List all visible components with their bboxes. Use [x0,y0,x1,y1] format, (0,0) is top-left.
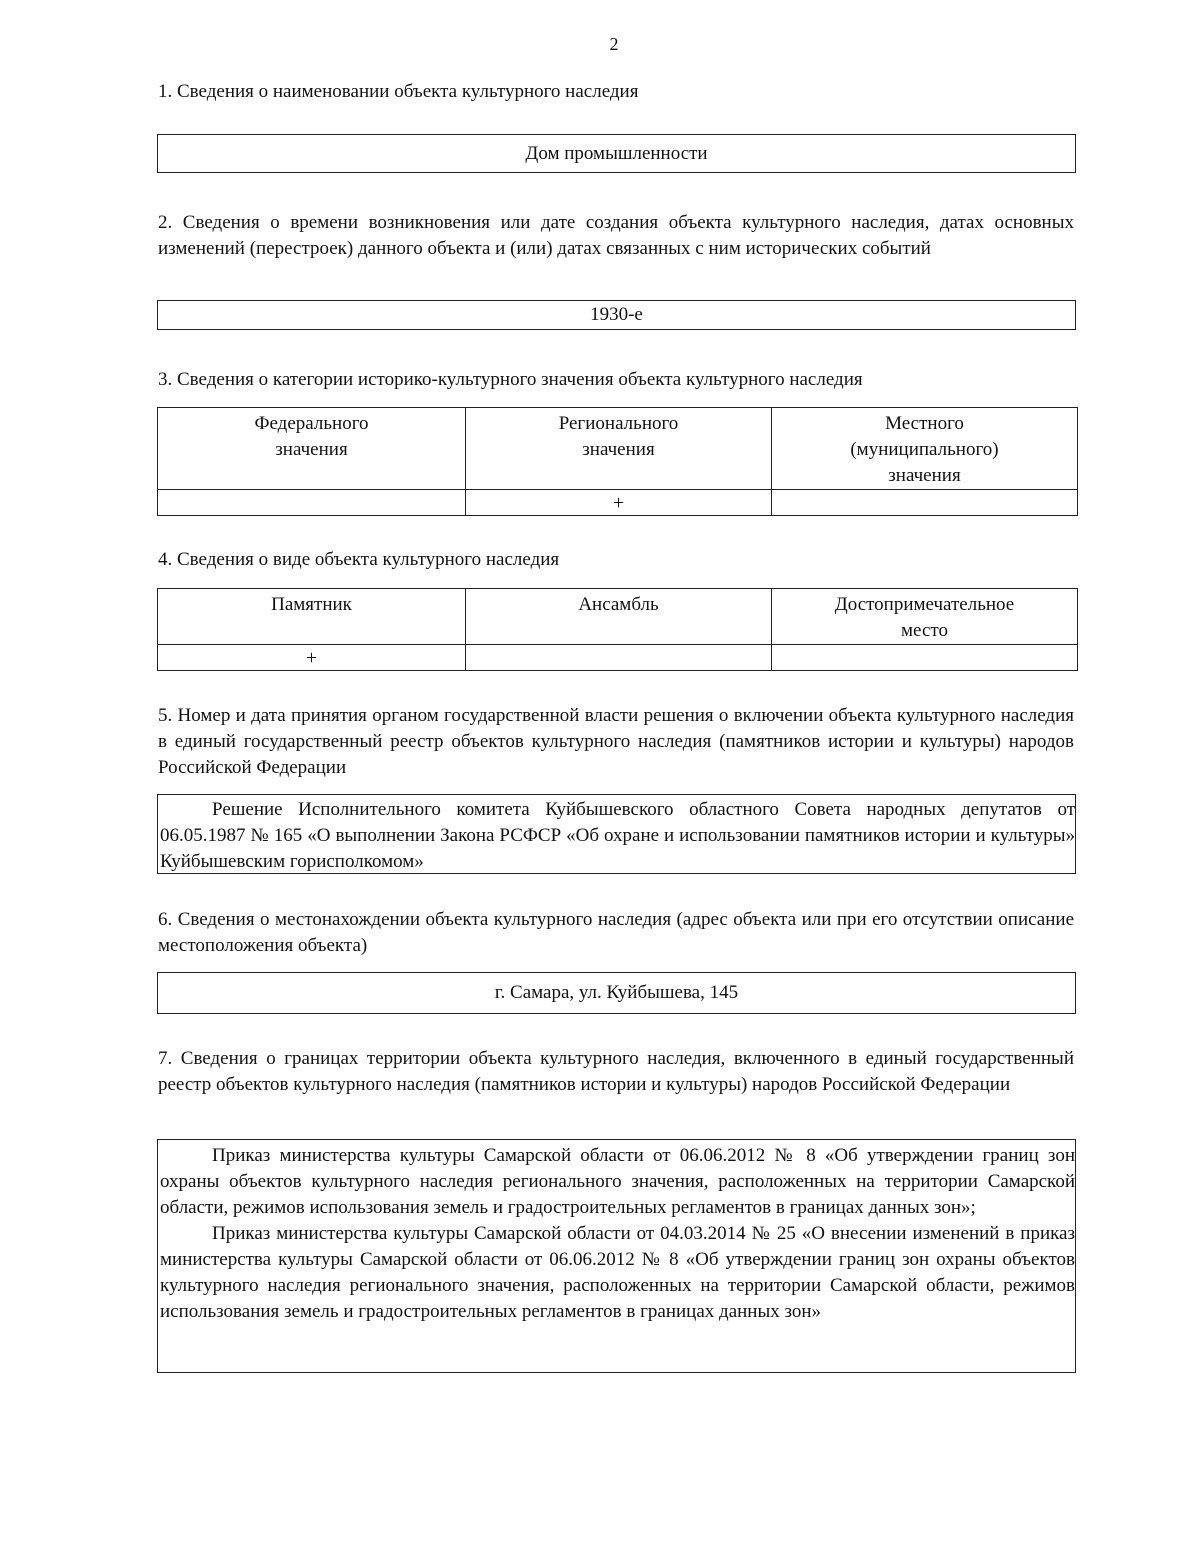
section-5-heading: 5. Номер и дата принятия органом государственной власти решения о включении объекта культурного наследия в единый государственный реестр объектов культурного наследия (памятников истории и культуры) народов Российской Федерации [158,705,1074,778]
category-federal-mark [158,490,466,516]
object-name-value: Дом промышленности [525,142,708,164]
location-value: г. Самара, ул. Куйбышева, 145 [494,982,739,1003]
kind-mark-row [158,645,1078,671]
category-header-row [158,408,1078,490]
creation-date-value: 1930-е [590,304,643,325]
location-box [157,972,1076,1014]
object-name-box [157,134,1076,173]
category-table [157,407,1078,516]
territory-boundaries-box [157,1139,1076,1373]
section-4-heading: 4. Сведения о виде объекта культурного наследия [158,549,560,570]
registry-decision-box [157,794,1076,874]
territory-order-1: Приказ министерства культуры Самарской области от 06.06.2012 № 8 «Об утверждении границ зон охраны объектов культурного наследия регионального значения, расположенных на территории Самарской области, режимов использования земель и градостроительных регламентов в границах данных зон»; [160,1145,1075,1218]
kind-monument-header: Памятник [158,589,466,645]
kind-landmark-header: Достопримечательное место [772,589,1078,645]
section-1-heading: 1. Сведения о наименовании объекта культурного наследия [158,81,639,102]
creation-date-box [157,300,1076,330]
kind-ensemble-header: Ансамбль [466,589,772,645]
category-federal-header: Федерального значения [158,408,466,490]
kind-landmark-mark [772,645,1078,671]
section-2-heading: 2. Сведения о времени возникновения или дате создания объекта культурного наследия, датах основных изменений (перестроек) данного объекта и (или) датах связанных с ним исторических событий [158,212,1074,259]
kind-header-row [158,589,1078,645]
category-local-header: Местного (муниципального) значения [772,408,1078,490]
page-number: 2 [609,34,619,54]
registry-decision-text: Решение Исполнительного комитета Куйбышевского областного Совета народных депутатов от 06.05.1987 № 165 «О выполнении Закона РСФСР «Об охране и использовании памятников истории и культуры» Куйбышевским горисполкомом» [160,799,1075,872]
category-regional-mark: + [466,490,772,516]
territory-order-2: Приказ министерства культуры Самарской области от 04.03.2014 № 25 «О внесении изменений в приказ министерства культуры Самарской области от 06.06.2012 № 8 «Об утверждении границ зон охраны объектов культурного наследия регионального значения, расположенных на территории Самарской области, режимов использования земель и градостроительных регламентов в границах данных зон» [160,1223,1075,1322]
section-6-heading: 6. Сведения о местонахождении объекта культурного наследия (адрес объекта или при его отсутствии описание местоположения объекта) [158,909,1074,956]
kind-table [157,588,1078,671]
kind-ensemble-mark [466,645,772,671]
kind-monument-mark: + [158,645,466,671]
category-regional-header: Регионального значения [466,408,772,490]
section-3-heading: 3. Сведения о категории историко-культурного значения объекта культурного наследия [158,369,863,390]
category-local-mark [772,490,1078,516]
section-7-heading: 7. Сведения о границах территории объекта культурного наследия, включенного в единый государственный реестр объектов культурного наследия (памятников истории и культуры) народов Российской Федерации [158,1048,1074,1095]
category-mark-row [158,490,1078,516]
